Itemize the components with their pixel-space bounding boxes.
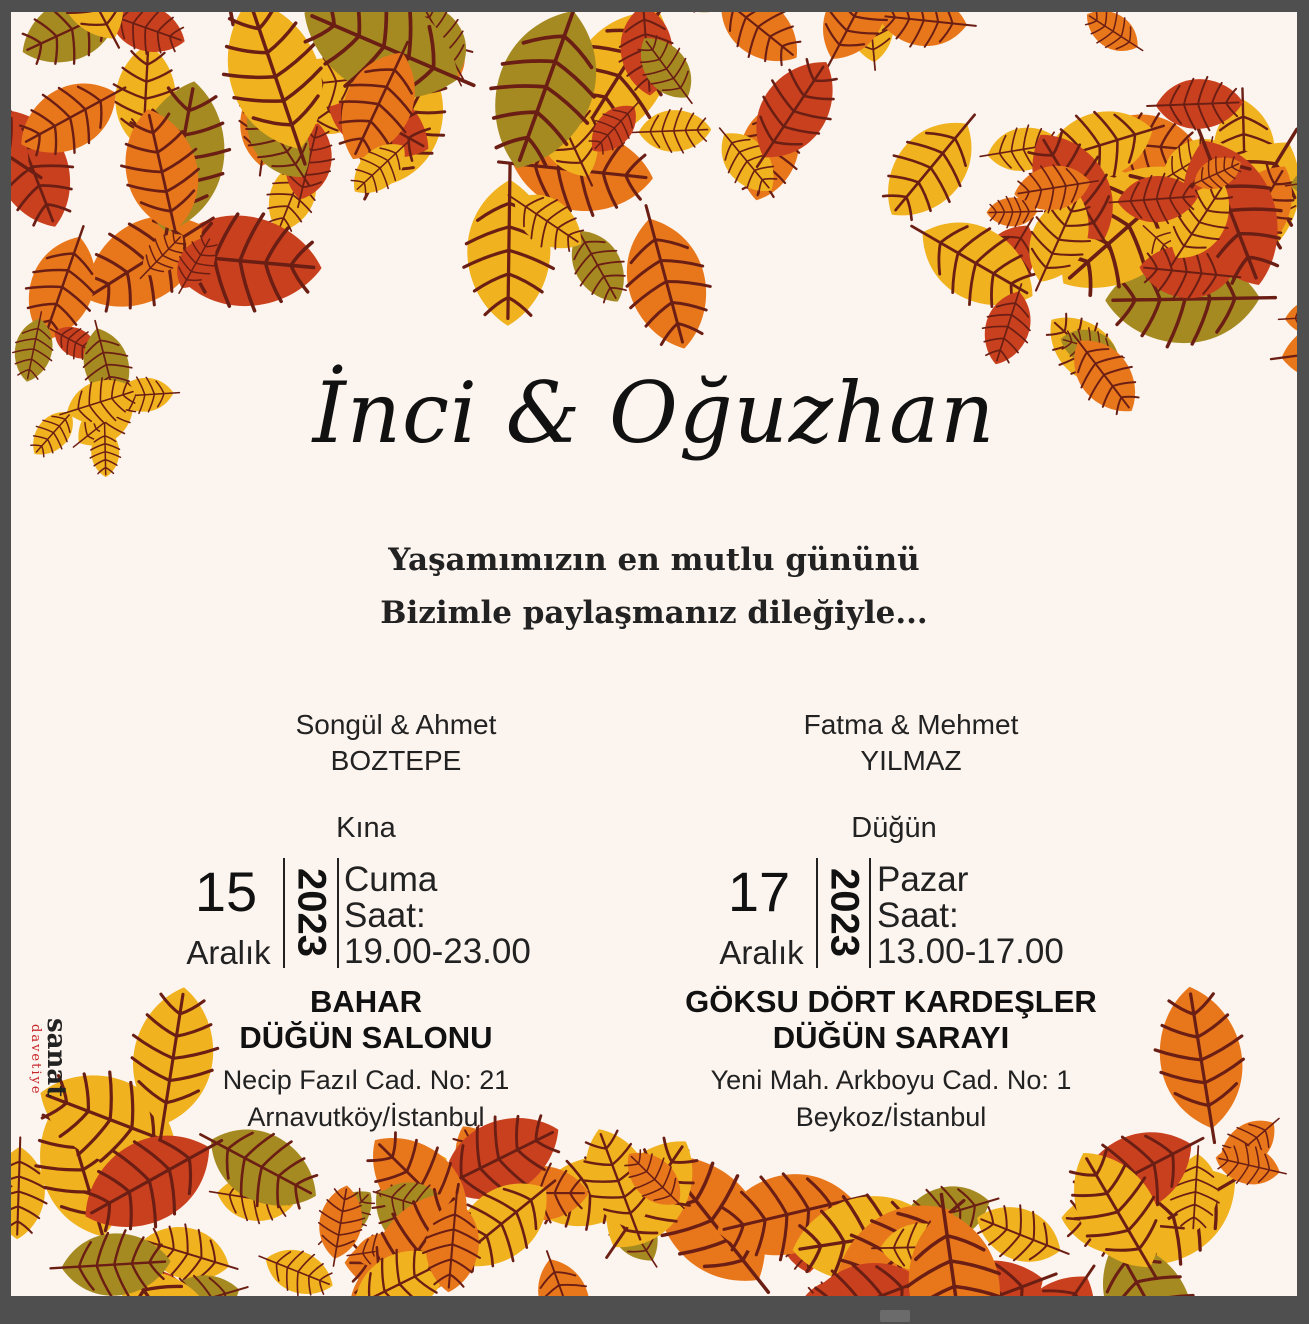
scrollbar-handle[interactable] <box>880 1310 910 1322</box>
left-address-line-1: Necip Fazıl Cad. No: 21 <box>222 1065 510 1095</box>
couple-names: İnci & Oğuzhan <box>312 364 996 462</box>
leaf-icon <box>522 1242 603 1296</box>
leaf-icon <box>1277 295 1297 339</box>
left-family-first-names: Songül & Ahmet <box>295 709 497 740</box>
brand-logo <box>27 1018 69 1178</box>
brand-name: sanat <box>41 1018 71 1098</box>
left-time: 19.00-23.00 <box>344 932 531 971</box>
right-family-first-names: Fatma & Mehmet <box>803 709 1019 740</box>
invitation-line-1: Yaşamımızın en mutlu gününü <box>388 542 920 578</box>
right-venue-line-2: DÜĞÜN SARAYI <box>772 1020 1010 1055</box>
right-month: Aralık <box>719 934 804 971</box>
right-divider-2 <box>869 858 871 968</box>
right-time: 13.00-17.00 <box>877 932 1064 971</box>
invitation-card <box>11 12 1297 1296</box>
right-address-line-2: Beykoz/İstanbul <box>795 1102 987 1132</box>
left-weekday: Cuma <box>344 860 438 899</box>
left-family-surname: BOZTEPE <box>330 745 462 776</box>
leaf-icon <box>606 195 724 359</box>
right-time-label: Saat: <box>877 896 959 935</box>
right-divider-1 <box>816 858 818 968</box>
left-venue-line-1: BAHAR <box>310 984 422 1019</box>
left-divider-2 <box>337 858 339 968</box>
right-address-line-1: Yeni Mah. Arkboyu Cad. No: 1 <box>710 1065 1072 1095</box>
left-address-line-2: Arnavutköy/İstanbul <box>247 1102 485 1132</box>
right-venue-line-1: GÖKSU DÖRT KARDEŞLER <box>685 984 1097 1019</box>
left-venue-line-2: DÜĞÜN SALONU <box>239 1020 493 1055</box>
brand-subtitle: davetiye <box>28 1024 43 1096</box>
leaf-icon <box>1077 12 1153 66</box>
left-year: 2023 <box>289 868 334 957</box>
left-time-label: Saat: <box>344 896 426 935</box>
left-event-title: Kına <box>336 812 396 844</box>
right-family-surname: YILMAZ <box>860 745 962 776</box>
left-day: 15 <box>194 860 258 923</box>
left-month: Aralık <box>186 934 271 971</box>
invitation-line-2: Bizimle paylaşmanız dileğiyle... <box>380 595 928 631</box>
right-event-title: Düğün <box>851 812 937 844</box>
right-weekday: Pazar <box>877 860 969 899</box>
right-year: 2023 <box>822 868 867 957</box>
left-divider-1 <box>283 858 285 968</box>
right-day: 17 <box>727 860 791 923</box>
leaf-icon <box>864 92 1002 238</box>
